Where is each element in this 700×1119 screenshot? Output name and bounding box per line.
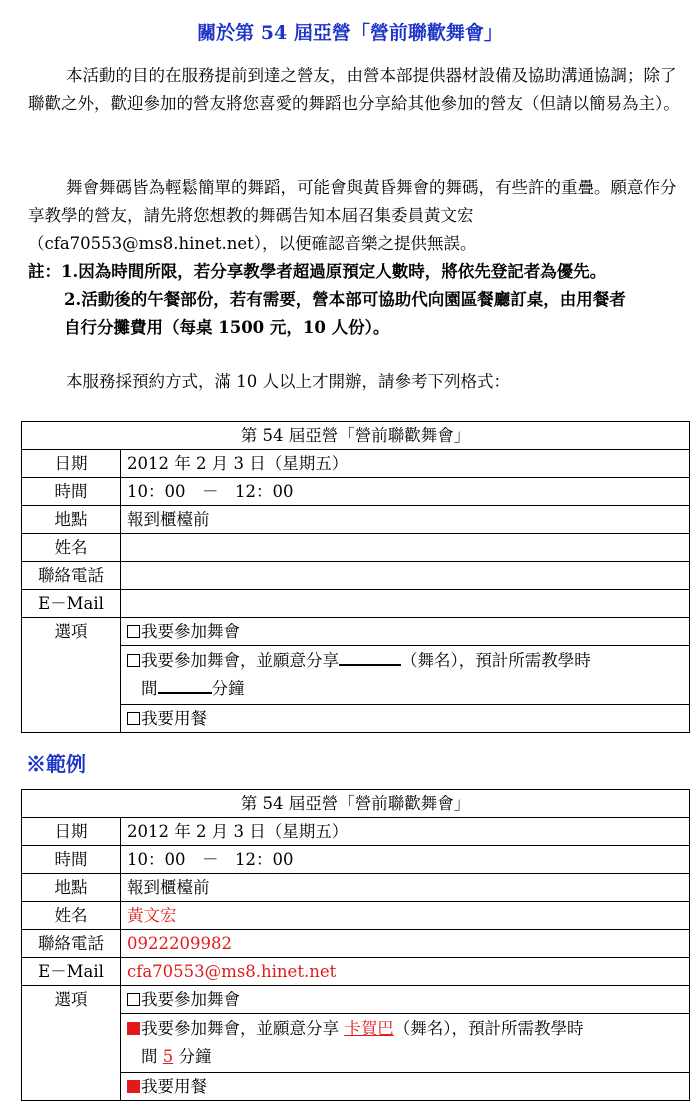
sample-minutes: 5: [162, 1047, 174, 1066]
option-lunch[interactable]: 我要用餐: [121, 705, 690, 733]
form-header: 第 54 屆亞營「營前聯歡舞會」: [22, 422, 690, 450]
label-name: 姓名: [22, 534, 121, 562]
intro-text: 本服務採預約方式，滿 10 人以上才開辦，請參考下列格式：: [66, 372, 510, 391]
paragraph-purpose: 本活動的目的在服務提前到達之營友，由營本部提供器材設備及協助溝通協調；除了聯歡之外，歡迎參加的營友將您喜愛的舞蹈也分享給其他參加的營友（但請以簡易為主）。: [28, 66, 680, 113]
value-place: 報到櫃檯前: [121, 506, 690, 534]
label-email: E－Mail: [22, 590, 121, 618]
email-field[interactable]: [121, 590, 690, 618]
note-item-2: 2.活動後的午餐部份，若有需要，營本部可協助代向園區餐廳訂桌，由用餐者: [64, 290, 626, 309]
checkbox-unchecked: [127, 993, 140, 1006]
option-share-dance[interactable]: 我要參加舞會，並願意分享 （舞名），預計所需教學時 間 分鐘: [121, 646, 690, 705]
page-title: 關於第 54 屆亞營「營前聯歡舞會」: [197, 22, 503, 44]
value-time: 10：00 － 12：00: [121, 846, 690, 874]
label-place: 地點: [22, 506, 121, 534]
form-header: 第 54 屆亞營「營前聯歡舞會」: [22, 790, 690, 818]
checkbox-checked: [127, 1080, 140, 1093]
sample-name: 黃文宏: [121, 902, 690, 930]
label-place: 地點: [22, 874, 121, 902]
option-join-dance[interactable]: 我要參加舞會: [121, 618, 690, 646]
sample-dance-name: 卡賀巴: [344, 1019, 394, 1038]
label-options: 選項: [22, 986, 121, 1101]
checkbox-checked: [127, 1022, 140, 1035]
paragraph-dance-info: 舞會舞碼皆為輕鬆簡單的舞蹈，可能會與黃昏舞會的舞碼，有些許的重疊。願意作分享教學的營友，請先將您想教的舞碼告知本屆召集委員黃文宏（cfa70553@ms8.hinet.net），以便確認音樂之提供無誤。: [28, 178, 677, 253]
checkbox[interactable]: [127, 712, 140, 725]
label-phone: 聯絡電話: [22, 930, 121, 958]
value-date: 2012 年 2 月 3 日（星期五）: [121, 818, 690, 846]
value-date: 2012 年 2 月 3 日（星期五）: [121, 450, 690, 478]
dance-name-blank[interactable]: [339, 650, 401, 666]
name-field[interactable]: [121, 534, 690, 562]
label-name: 姓名: [22, 902, 121, 930]
label-phone: 聯絡電話: [22, 562, 121, 590]
sample-heading: ※範例: [26, 752, 86, 776]
checkbox[interactable]: [127, 654, 140, 667]
option-share-dance: 我要參加舞會，並願意分享 卡賀巴（舞名），預計所需教學時 間 5 分鐘: [121, 1014, 690, 1073]
note-item-2-cont: 自行分攤費用（每桌 1500 元，10 人份）。: [64, 318, 390, 337]
label-date: 日期: [22, 450, 121, 478]
value-place: 報到櫃檯前: [121, 874, 690, 902]
checkbox[interactable]: [127, 625, 140, 638]
label-time: 時間: [22, 478, 121, 506]
label-date: 日期: [22, 818, 121, 846]
option-join-dance: 我要參加舞會: [121, 986, 690, 1014]
label-email: E－Mail: [22, 958, 121, 986]
value-time: 10：00 － 12：00: [121, 478, 690, 506]
label-options: 選項: [22, 618, 121, 733]
option-lunch: 我要用餐: [121, 1073, 690, 1101]
sample-email: cfa70553@ms8.hinet.net: [121, 958, 690, 986]
minutes-blank[interactable]: [158, 678, 212, 694]
registration-form-sample: [21, 789, 690, 1101]
sample-phone: 0922209982: [121, 930, 690, 958]
registration-form-blank: [21, 421, 690, 733]
note-item-1: 註：1.因為時間所限，若分享教學者超過原預定人數時，將依先登記者為優先。: [28, 262, 607, 281]
phone-field[interactable]: [121, 562, 690, 590]
notes: [28, 258, 688, 342]
label-time: 時間: [22, 846, 121, 874]
